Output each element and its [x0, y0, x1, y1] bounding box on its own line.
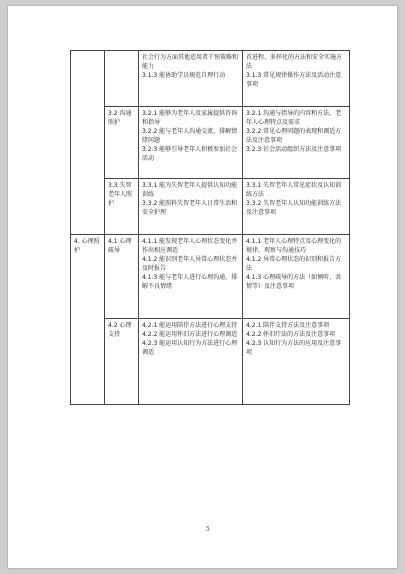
table-row [71, 319, 350, 405]
module-cell-3 [71, 51, 105, 235]
knowledge-item: 4.2.1 陪伴支持方法及注意事项 [246, 322, 330, 329]
knowledge-item: 4.2.3 认知行为方法的应用及注意事项 [246, 340, 342, 356]
knowledge-cell [243, 51, 350, 107]
subsection-cell: 4.1 心理疏导 [105, 235, 139, 319]
knowledge-cell [243, 107, 350, 179]
knowledge-item: 首进程、多样化的方法和安全实施方法 [246, 54, 343, 70]
skills-cell [139, 235, 243, 319]
knowledge-cell [243, 319, 350, 405]
knowledge-item: 4.1.2 异常心理状态的识别和报告方法 [246, 256, 342, 272]
table-row [71, 107, 350, 179]
knowledge-cell [243, 179, 350, 235]
skill-item: 3.2.2 能与老年人沟通交流，排解情绪问题 [142, 128, 238, 144]
subsection-cell: 3.2 沟通照护 [105, 107, 139, 179]
knowledge-item: 4.1.1 老年人心理特点及心理变化的规律，观察与沟通技巧 [246, 238, 342, 254]
table-row [71, 179, 350, 235]
table-row [71, 51, 350, 107]
skill-item: 4.2.1 能运用陪伴方法进行心理支持 [142, 322, 238, 329]
page-number: 5 [206, 526, 210, 533]
knowledge-cell [243, 235, 350, 319]
skills-cell [139, 51, 243, 107]
skill-item: 4.2.3 能运用认知行为方法进行心理调适 [142, 340, 238, 356]
skill-item: 3.2.3 能够引导老年人积极参加社会活动 [142, 146, 238, 162]
skill-item: 3.2.1 能够为老年人及家属提供咨询和指导 [142, 110, 238, 126]
skill-item: 4.1.2 能识别老年人异常心理状态并及时报告 [142, 256, 238, 272]
subsection-cell [105, 51, 139, 107]
skill-item: 4.2.2 能运用怀旧方法进行心理调适 [142, 331, 238, 338]
standards-table [70, 50, 350, 405]
knowledge-item: 3.2.1 沟通与指导的内容和方法，老年人心理特点及需求 [246, 110, 342, 126]
skills-cell [139, 319, 243, 405]
skill-item: 3.3.2 能照料失智老年人日常生活和安全护理 [142, 200, 238, 216]
knowledge-item: 3.3.1 失智老年人常见症状及认知训练方法 [246, 182, 342, 198]
module-cell-4: 4. 心理照护 [71, 235, 105, 405]
knowledge-item: 4.2.2 怀旧疗法的方法及注意事项 [246, 331, 336, 338]
knowledge-item: 3.2.2 常见心理问题的表现和调适方法及注意事项 [246, 128, 342, 144]
skill-item: 社会行为方面其他适用者干预策略和能力 [142, 54, 239, 70]
knowledge-item: 3.3.2 失智老年人认知功能训练方法及注意事项 [246, 200, 342, 216]
skill-item: 4.1.3 能与老年人进行心理沟通，排解不良情绪 [142, 274, 238, 290]
knowledge-item: 3.2.3 社会活动组织方法及注意事项 [246, 146, 342, 153]
skills-cell [139, 179, 243, 235]
skill-item: 4.1.1 能发现老年人心理状态变化并作出相应调适 [142, 238, 238, 254]
table-row [71, 235, 350, 319]
document-page [8, 6, 397, 568]
subsection-cell: 4.2 心理支持 [105, 319, 139, 405]
skill-item: 3.1.3 能协助学员规范自理行动 [142, 72, 226, 79]
skills-cell [139, 107, 243, 179]
subsection-cell: 3.3 失智老年人照护 [105, 179, 139, 235]
skill-item: 3.3.1 能为失智老年人提供认知功能训练 [142, 182, 238, 198]
knowledge-item: 3.1.3 常见规律操作方法及活动注意事项 [246, 72, 342, 88]
knowledge-item: 4.1.3 心理疏导的方法（如倾听、共情等）及注意事项 [246, 274, 342, 290]
